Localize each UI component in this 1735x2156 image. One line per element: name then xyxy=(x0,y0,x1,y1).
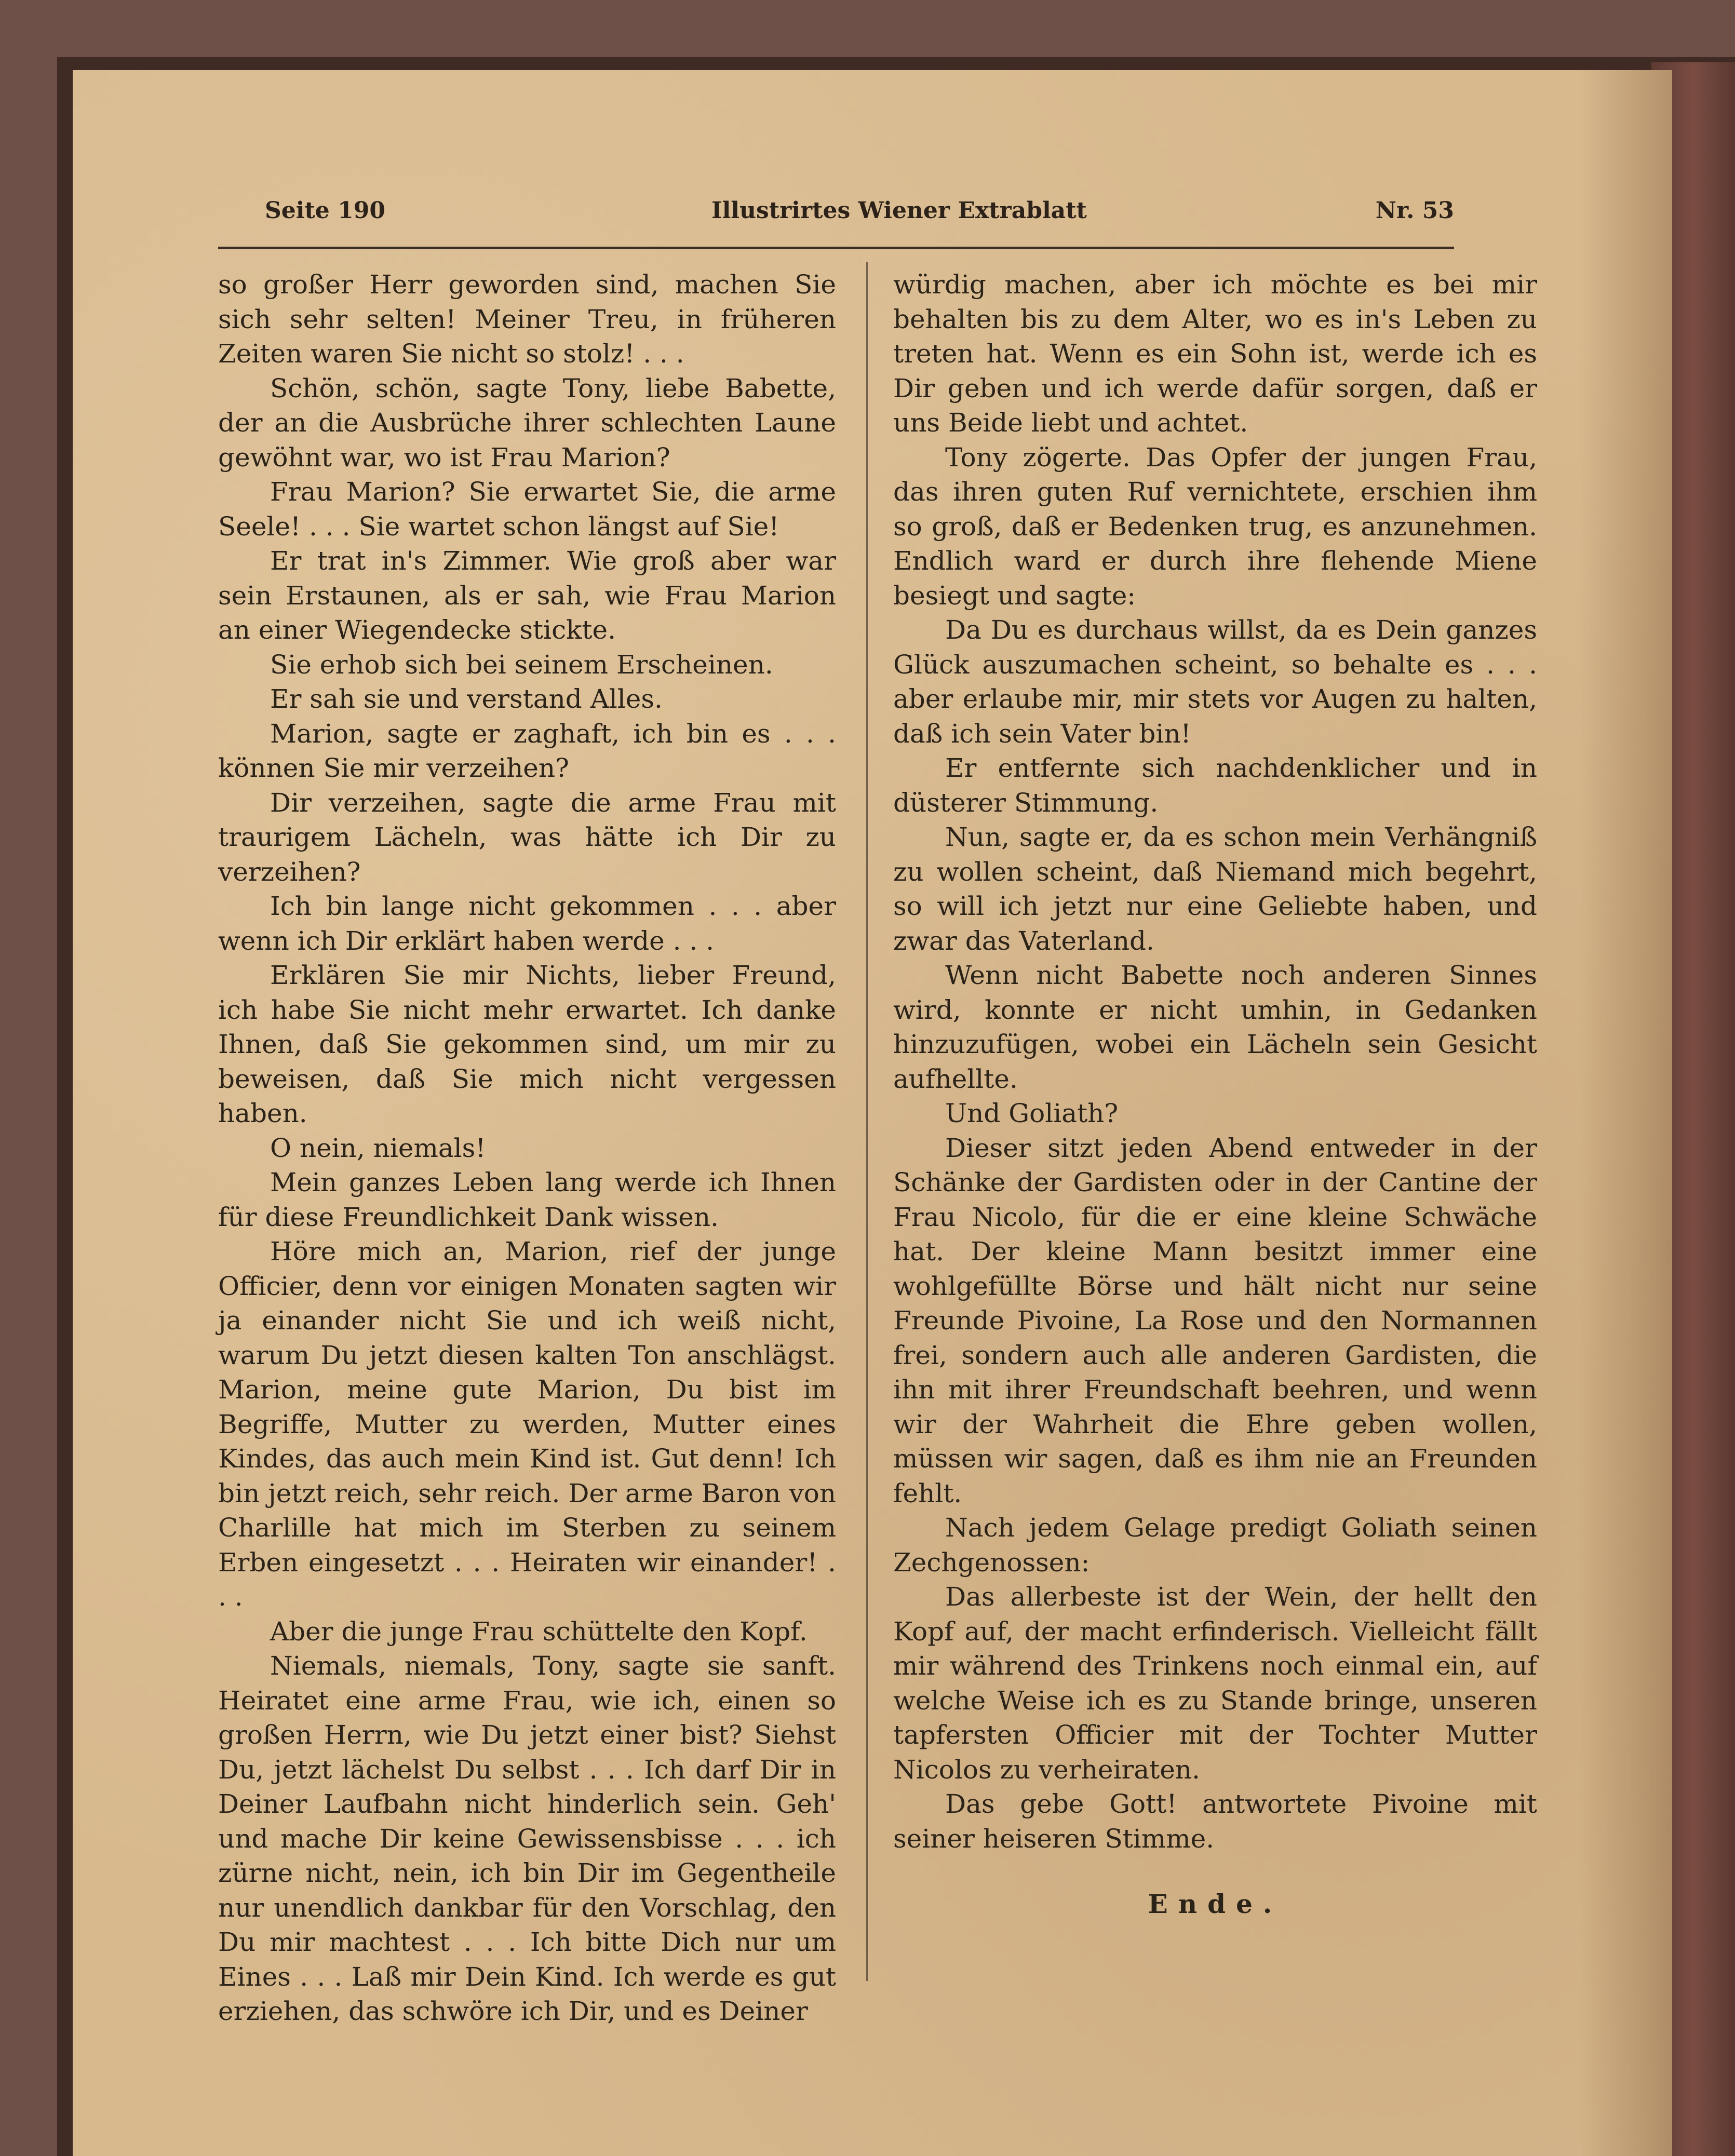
paragraph: Aber die junge Frau schüttelte den Kopf. xyxy=(270,1616,808,1647)
paragraph: Mein ganzes Leben lang werde ich Ihnen für diese Freundlichkeit Dank wissen. xyxy=(218,1167,836,1232)
page-header xyxy=(218,197,1454,249)
paragraph: Dieser sitzt jeden Abend entweder in der Schänke der Gardisten oder in der Cantine der Frau Nicolo, für die er eine kleine Schwäche hat. Der kleine Mann besitzt immer eine wohlgefüllte Börse und hält nicht nur seine Freunde Pivoine, La Rose und den Normannen frei, sondern auch alle anderen Gardisten, die ihn mit ihrer Freundschaft beehren, und wenn wir der Wahrheit die Ehre geben wollen, müssen wir sagen, daß es ihm nie an Freunden fehlt. xyxy=(893,1133,1537,1508)
paragraph: würdig machen, aber ich möchte es bei mir behalten bis zu dem Alter, wo es in's Leben zu treten hat. Wenn es ein Sohn ist, werde ich es Dir geben und ich werde dafür sorgen, daß er uns Beide liebt und achtet. xyxy=(893,270,1537,438)
page-number: Seite 190 xyxy=(265,197,385,224)
paragraph: Er entfernte sich nachdenklicher und in düsterer Stimmung. xyxy=(893,753,1537,818)
paragraph: Marion, sagte er zaghaft, ich bin es . . . können Sie mir verzeihen? xyxy=(218,718,836,783)
paragraph: Das gebe Gott! antwortete Pivoine mit seiner heiseren Stimme. xyxy=(893,1789,1537,1854)
publication-title: Illustrirtes Wiener Extrablatt xyxy=(711,197,1087,224)
paragraph: Niemals, niemals, Tony, sagte sie sanft. Heiratet eine arme Frau, wie ich, einen so großen Herrn, wie Du jetzt einer bist? Siehst Du, jetzt lächelst Du selbst . . . Ich darf Dir in Deiner Laufbahn nicht hinderlich sein. Geh' und mache Dir keine Gewissensbisse . . . ich zürne nicht, nein, ich bin Dir im Gegentheile nur unendlich dankbar für den Vorschlag, den Du mir machtest . . . Ich bitte Dich nur um Eines . . . Laß mir Dein Kind. Ich werde es gut erziehen, das schwöre ich Dir, und es Deiner xyxy=(218,1651,836,2026)
paragraph: Schön, schön, sagte Tony, liebe Babette, der an die Ausbrüche ihrer schlechten Laune gewöhnt war, wo ist Frau Marion? xyxy=(218,373,836,473)
paragraph: Das allerbeste ist der Wein, der hellt den Kopf auf, der macht erfinderisch. Vielleicht fällt mir während des Trinkens noch einmal ein, auf welche Weise ich es zu Stande bringe, unseren tapfersten Officier mit der Tochter Mutter Nicolos zu verheiraten. xyxy=(893,1582,1537,1785)
paragraph: Er sah sie und verstand Alles. xyxy=(270,684,663,714)
issue-number: Nr. 53 xyxy=(1375,197,1454,224)
paragraph: Höre mich an, Marion, rief der junge Officier, denn vor einigen Monaten sagten wir ja einander nicht Sie und ich weiß nicht, warum Du jetzt diesen kalten Ton anschlägst. Marion, meine gute Marion, Du bist im Begriffe, Mutter zu werden, Mutter eines Kindes, das auch mein Kind ist. Gut denn! Ich bin jetzt reich, sehr reich. Der arme Baron von Charlille hat mich im Sterben zu seinem Erben eingesetzt . . . Heiraten wir einander! . . . xyxy=(218,1236,836,1612)
column-divider xyxy=(866,262,868,1981)
paragraph: Wenn nicht Babette noch anderen Sinnes wird, konnte er nicht umhin, in Gedanken hinzuzufügen, wobei ein Lächeln sein Gesicht aufhellte. xyxy=(893,960,1537,1094)
paragraph: Frau Marion? Sie erwartet Sie, die arme Seele! . . . Sie wartet schon längst auf Sie! xyxy=(218,477,836,542)
paragraph: Nun, sagte er, da es schon mein Verhängniß zu wollen scheint, daß Niemand mich begehrt, so will ich jetzt nur eine Geliebte haben, und zwar das Vaterland. xyxy=(893,822,1537,956)
paragraph: Tony zögerte. Das Opfer der jungen Frau, das ihren guten Ruf vernichtete, erschien ihm so groß, daß er Bedenken trug, es anzunehmen. Endlich ward er durch ihre flehende Miene besiegt und sagte: xyxy=(893,442,1537,611)
paragraph: Und Goliath? xyxy=(945,1098,1119,1128)
paragraph: Er trat in's Zimmer. Wie groß aber war sein Erstaunen, als er sah, wie Frau Marion an einer Wiegendecke stickte. xyxy=(218,546,836,645)
paragraph: Ich bin lange nicht gekommen . . . aber wenn ich Dir erklärt haben werde . . . xyxy=(218,891,836,956)
paragraph: Erklären Sie mir Nichts, lieber Freund, ich habe Sie nicht mehr erwartet. Ich danke Ihnen, daß Sie gekommen sind, um mir zu beweisen, daß Sie mich nicht vergessen haben. xyxy=(218,960,836,1128)
left-column xyxy=(218,267,836,2029)
paragraph: so großer Herr geworden sind, machen Sie sich sehr selten! Meiner Treu, in früheren Zeiten waren Sie nicht so stolz! . . . xyxy=(218,270,836,369)
page-gutter-shadow xyxy=(1579,70,1672,2156)
paragraph: Nach jedem Gelage predigt Goliath seinen Zechgenossen: xyxy=(893,1513,1537,1578)
paragraph: O nein, niemals! xyxy=(270,1133,486,1163)
right-column xyxy=(893,267,1537,1922)
story-ending: Ende. xyxy=(1148,1889,1283,1919)
paragraph: Dir verzeihen, sagte die arme Frau mit traurigem Lächeln, was hätte ich Dir zu verzeihen? xyxy=(218,787,836,887)
paragraph: Da Du es durchaus willst, da es Dein ganzes Glück auszumachen scheint, so behalte es . . . aber erlaube mir, mir stets vor Augen zu halten, daß ich sein Vater bin! xyxy=(893,615,1537,749)
paragraph: Sie erhob sich bei seinem Erscheinen. xyxy=(270,649,773,680)
